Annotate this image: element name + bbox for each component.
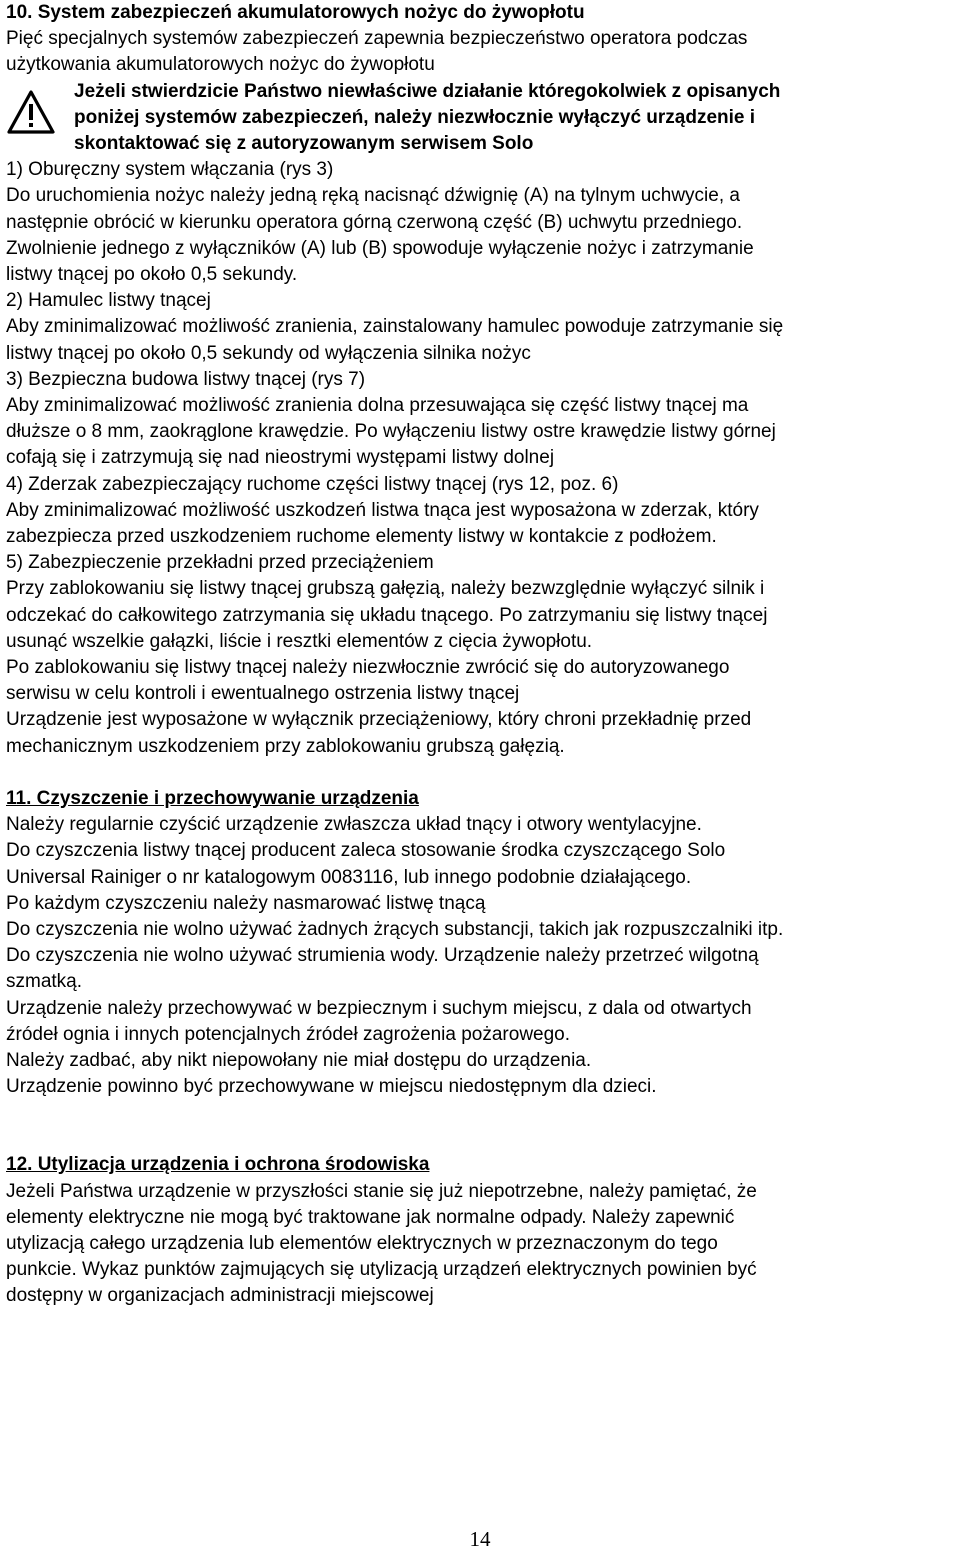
text-line: utylizacją całego urządzenia lub elementów elektrycznych w przeznaczonym do tego xyxy=(6,1232,718,1254)
text-line: Aby zminimalizować możliwość zranienia dolna przesuwająca się część listwy tnącej ma xyxy=(6,395,749,417)
text-line: Do uruchomienia nożyc należy jedną ręką nacisnąć dźwignię (A) na tylnym uchwycie, a xyxy=(6,185,740,207)
section-10 xyxy=(6,0,958,760)
warning-line: skontaktować się z autoryzowanym serwisem Solo xyxy=(74,133,534,155)
warning-triangle-icon xyxy=(6,89,56,135)
text-line: źródeł ognia i innych potencjalnych źródeł zagrożenia pożarowego. xyxy=(6,1023,571,1045)
text-line: Do czyszczenia listwy tnącej producent zaleca stosowanie środka czyszczącego Solo xyxy=(6,840,726,862)
section-12-heading-text: 12. Utylizacja urządzenia i ochrona środowiska xyxy=(6,1154,430,1176)
warning-line: poniżej systemów zabezpieczeń, należy niezwłocznie wyłączyć urządzenie i xyxy=(74,106,756,128)
spacer xyxy=(6,760,958,786)
section-11-heading-text: 11. Czyszczenie i przechowywanie urządzenia xyxy=(6,787,419,809)
text-line: 1) Oburęczny system włączania (rys 3) xyxy=(6,159,334,181)
text-line: zabezpiecza przed uszkodzeniem ruchome elementy listwy w kontakcie z podłożem. xyxy=(6,526,717,548)
text-line: dłuższe o 8 mm, zaokrąglone krawędzie. Po wyłączeniu listwy ostre krawędzie listwy górnej xyxy=(6,421,776,443)
text-line: Zwolnienie jednego z wyłączników (A) lub (B) spowoduje wyłączenie nożyc i zatrzymanie xyxy=(6,237,754,259)
section-12-heading xyxy=(6,1152,958,1178)
text-line: Urządzenie jest wyposażone w wyłącznik przeciążeniowy, który chroni przekładnię przed xyxy=(6,709,752,731)
text-line: Po zablokowaniu się listwy tnącej należy niezwłocznie zwrócić się do autoryzowanego xyxy=(6,657,730,679)
text-line: Po każdym czyszczeniu należy nasmarować listwę tnącą xyxy=(6,892,486,914)
text-line: następnie obrócić w kierunku operatora górną czerwoną część (B) uchwytu przedniego. xyxy=(6,211,743,233)
text-line: 2) Hamulec listwy tnącej xyxy=(6,290,211,312)
text-line: Do czyszczenia nie wolno używać strumienia wody. Urządzenie należy przetrzeć wilgotną xyxy=(6,945,759,967)
text-line: usunąć wszelkie gałązki, liście i resztki elementów z cięcia żywopłotu. xyxy=(6,630,593,652)
text-line: odczekać do całkowitego zatrzymania się układu tnącego. Po zatrzymaniu się listwy tnącej xyxy=(6,604,768,626)
text-line: 3) Bezpieczna budowa listwy tnącej (rys 7) xyxy=(6,368,366,390)
text-line: cofają się i zatrzymują się nad nieostrymi występami listwy dolnej xyxy=(6,447,555,469)
warning-box xyxy=(6,79,958,158)
section-10-heading: 10. System zabezpieczeń akumulatorowych nożyc do żywopłotu xyxy=(6,2,585,23)
text-line: elementy elektryczne nie mogą być traktowane jak normalne odpady. Należy zapewnić xyxy=(6,1206,735,1228)
text-line: Należy regularnie czyścić urządzenie zwłaszcza układ tnący i otwory wentylacyjne. xyxy=(6,814,702,836)
section-12 xyxy=(6,1152,958,1309)
text-line: punkcie. Wykaz punktów zajmujących się utylizacją urządzeń elektrycznych powinien być xyxy=(6,1259,757,1281)
text-line: 5) Zabezpieczenie przekładni przed przeciążeniem xyxy=(6,552,434,574)
text-line: mechanicznym uszkodzeniem przy zablokowaniu grubszą gałęzią. xyxy=(6,735,565,757)
text-line: listwy tnącej po około 0,5 sekundy. xyxy=(6,264,298,286)
section-10-intro-line: użytkowania akumulatorowych nożyc do żywopłotu xyxy=(6,54,435,76)
text-line: 4) Zderzak zabezpieczający ruchome części listwy tnącej (rys 12, poz. 6) xyxy=(6,473,619,495)
text-line: Aby zminimalizować możliwość uszkodzeń listwa tnąca jest wyposażona w zderzak, który xyxy=(6,499,759,521)
text-line: listwy tnącej po około 0,5 sekundy od wyłączenia silnika nożyc xyxy=(6,342,531,364)
section-12-body xyxy=(6,1179,958,1310)
text-line: Urządzenie powinno być przechowywane w miejscu niedostępnym dla dzieci. xyxy=(6,1076,657,1098)
warning-line: Jeżeli stwierdzicie Państwo niewłaściwe działanie któregokolwiek z opisanych xyxy=(74,80,781,102)
section-11 xyxy=(6,786,958,1100)
text-line: Jeżeli Państwa urządzenie w przyszłości stanie się już niepotrzebne, należy pamiętać, że xyxy=(6,1180,757,1202)
section-11-heading xyxy=(6,786,958,812)
text-line: Urządzenie należy przechowywać w bezpiecznym i suchym miejscu, z dala od otwartych xyxy=(6,997,752,1019)
text-line: Do czyszczenia nie wolno używać żadnych żrących substancji, takich jak rozpuszczalniki itp. xyxy=(6,918,784,940)
section-10-body xyxy=(6,157,958,760)
page-number: 14 xyxy=(469,1527,491,1551)
text-line: Przy zablokowaniu się listwy tnącej grubszą gałęzią, należy bezwzględnie wyłączyć silnik i xyxy=(6,578,765,600)
section-10-intro-line: Pięć specjalnych systemów zabezpieczeń zapewnia bezpieczeństwo operatora podczas xyxy=(6,28,748,50)
text-line: Universal Rainiger o nr katalogowym 0083116, lub innego podobnie działającego. xyxy=(6,866,692,888)
text-line: dostępny w organizacjach administracji miejscowej xyxy=(6,1285,434,1307)
document-page xyxy=(6,0,958,1310)
spacer xyxy=(6,1100,958,1152)
text-line: szmatką. xyxy=(6,971,83,993)
section-11-body xyxy=(6,812,958,1100)
text-line: Aby zminimalizować możliwość zranienia, zainstalowany hamulec powoduje zatrzymanie się xyxy=(6,316,784,338)
text-line: serwisu w celu kontroli i ewentualnego ostrzenia listwy tnącej xyxy=(6,683,520,705)
text-line: Należy zadbać, aby nikt niepowołany nie miał dostępu do urządzenia. xyxy=(6,1049,592,1071)
